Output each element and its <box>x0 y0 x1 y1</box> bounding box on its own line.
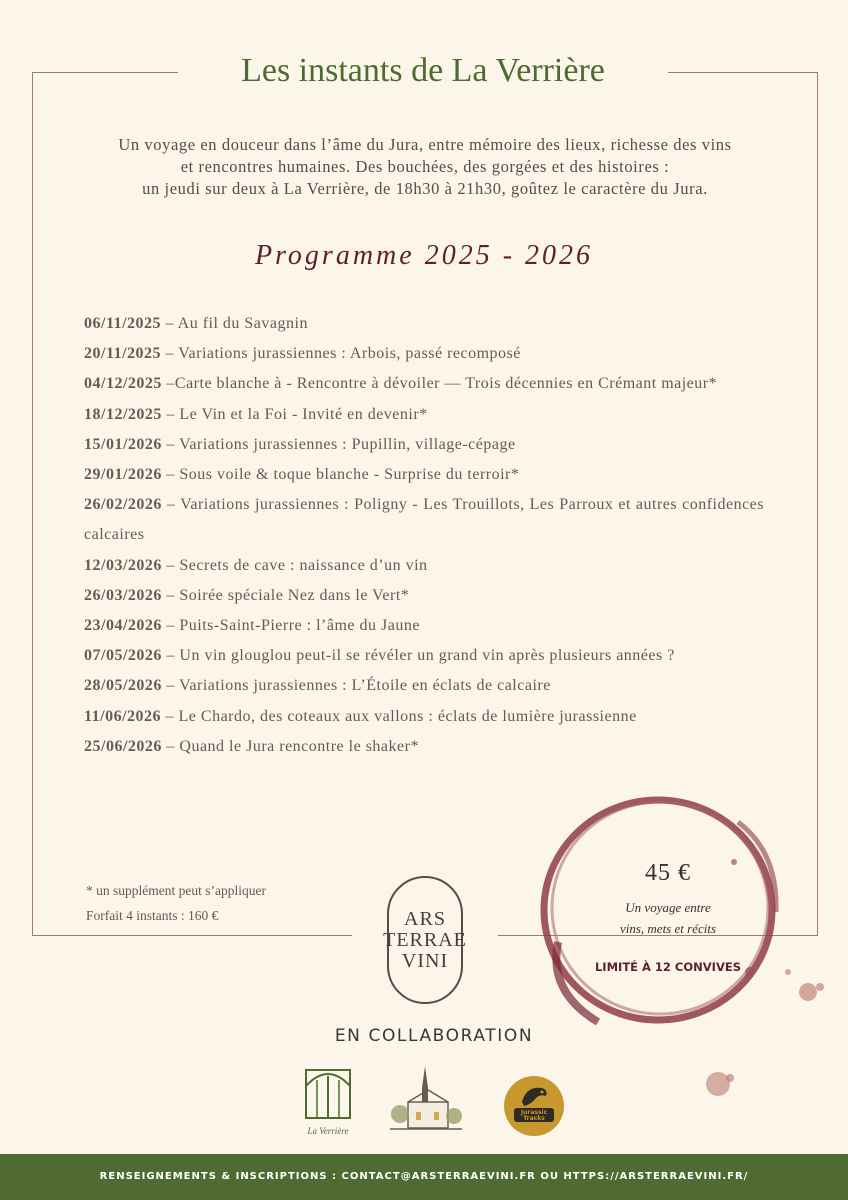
program-entry <box>84 671 764 701</box>
entry-text: – Soirée spéciale Nez dans le Vert* <box>161 586 410 604</box>
program-entry <box>84 551 764 581</box>
entry-text: – Puits-Saint-Pierre : l’âme du Jaune <box>161 617 420 635</box>
dinosaur-icon <box>502 1074 566 1138</box>
footer-contact-bar: RENSEIGNEMENTS & INSCRIPTIONS : CONTACT@ARSTERRAEVINI.FR OU HTTPS://ARSTERRAEVINI.FR/ <box>0 1154 848 1200</box>
price: 45 € <box>645 860 691 886</box>
entry-date: 23/04/2026 <box>84 617 162 635</box>
entry-date: 12/03/2026 <box>84 556 162 574</box>
jurassic-tracks-logo <box>502 1074 566 1138</box>
entry-text: – Le Vin et la Foi - Invité en devenir* <box>161 405 428 423</box>
collaboration-heading: EN COLLABORATION <box>334 1026 534 1046</box>
church-icon <box>388 1058 464 1134</box>
entry-text: – Variations jurassiennes : Arbois, passé recomposé <box>161 345 521 363</box>
program-entry <box>84 581 764 611</box>
page-title: Les instants de La Verrière <box>241 52 605 89</box>
entry-text: – Variations jurassiennes : L’Étoile en éclats de calcaire <box>161 677 551 695</box>
la-verriere-logo <box>300 1066 356 1136</box>
entry-date: 07/05/2026 <box>84 647 162 665</box>
logo-line: ARS <box>404 907 446 930</box>
program-entry <box>84 490 764 550</box>
entry-date: 04/12/2025 <box>84 375 162 393</box>
program-entry <box>84 339 764 369</box>
program-title: Programme 2025 - 2026 <box>254 240 594 271</box>
entry-text: – Quand le Jura rencontre le shaker* <box>161 737 419 755</box>
entry-date: 15/01/2026 <box>84 435 162 453</box>
entry-text: – Variations jurassiennes : Pupillin, village-cépage <box>161 435 516 453</box>
program-entry <box>84 641 764 671</box>
program-entry <box>84 369 764 399</box>
forfait-note: Forfait 4 instants : 160 € <box>86 908 219 923</box>
entry-date: 18/12/2025 <box>84 405 162 423</box>
entry-date: 20/11/2025 <box>84 345 162 363</box>
entry-date: 25/06/2026 <box>84 737 162 755</box>
intro-line: un jeudi sur deux à La Verrière, de 18h30 à 21h30, goûtez le caractère du Jura. <box>142 179 708 198</box>
logo-line: TERRAE <box>383 928 467 951</box>
program-entry <box>84 430 764 460</box>
program-entry <box>84 732 764 762</box>
greenhouse-icon <box>300 1066 356 1122</box>
program-entry <box>84 611 764 641</box>
entry-date: 11/06/2026 <box>84 707 162 725</box>
intro-paragraph <box>60 134 790 200</box>
program-entry <box>84 460 764 490</box>
intro-line: et rencontres humaines. Des bouchées, des gorgées et des histoires : <box>180 157 670 176</box>
program-list <box>84 309 764 762</box>
program-entry <box>84 309 764 339</box>
tagline-line: Un voyage entre <box>625 900 711 915</box>
entry-date: 06/11/2025 <box>84 315 162 332</box>
program-entry <box>84 702 764 732</box>
program-entry <box>84 400 764 430</box>
entry-text: – Variations jurassiennes : Poligny - Les Trouillots, Les Parroux et autres confidences calcaires <box>84 496 764 544</box>
ars-terrae-vini-logo <box>383 876 467 1004</box>
entry-date: 29/01/2026 <box>84 466 162 484</box>
logo-line: VINI <box>401 949 449 972</box>
entry-text: – Au fil du Savagnin <box>161 315 308 332</box>
entry-date: 26/03/2026 <box>84 586 162 604</box>
entry-text: – Secrets de cave : naissance d’un vin <box>161 556 428 574</box>
guest-limit: LIMITÉ À 12 CONVIVES <box>594 960 741 974</box>
entry-text: – Un vin glouglou peut-il se révéler un grand vin après plusieurs années ? <box>161 647 675 665</box>
partner-label: Jurassic Tracks <box>520 1109 548 1122</box>
entry-text: – Le Chardo, des coteaux aux vallons : éclats de lumière jurassienne <box>161 707 637 725</box>
supplement-note: * un supplément peut s’appliquer <box>86 883 266 898</box>
entry-text: – Sous voile & toque blanche - Surprise du terroir* <box>161 466 520 484</box>
church-village-logo <box>388 1058 464 1134</box>
entry-date: 26/02/2026 <box>84 496 162 514</box>
partner-label: La Verrière <box>307 1126 349 1136</box>
tagline-line: vins, mets et récits <box>619 921 717 936</box>
entry-date: 28/05/2026 <box>84 677 162 695</box>
entry-text: –Carte blanche à - Rencontre à dévoiler — Trois décennies en Crémant majeur* <box>161 375 718 393</box>
intro-line: Un voyage en douceur dans l’âme du Jura, entre mémoire des lieux, richesse des vins <box>118 135 732 154</box>
wine-stain-icon <box>538 792 828 1102</box>
offer-tagline <box>568 897 768 939</box>
